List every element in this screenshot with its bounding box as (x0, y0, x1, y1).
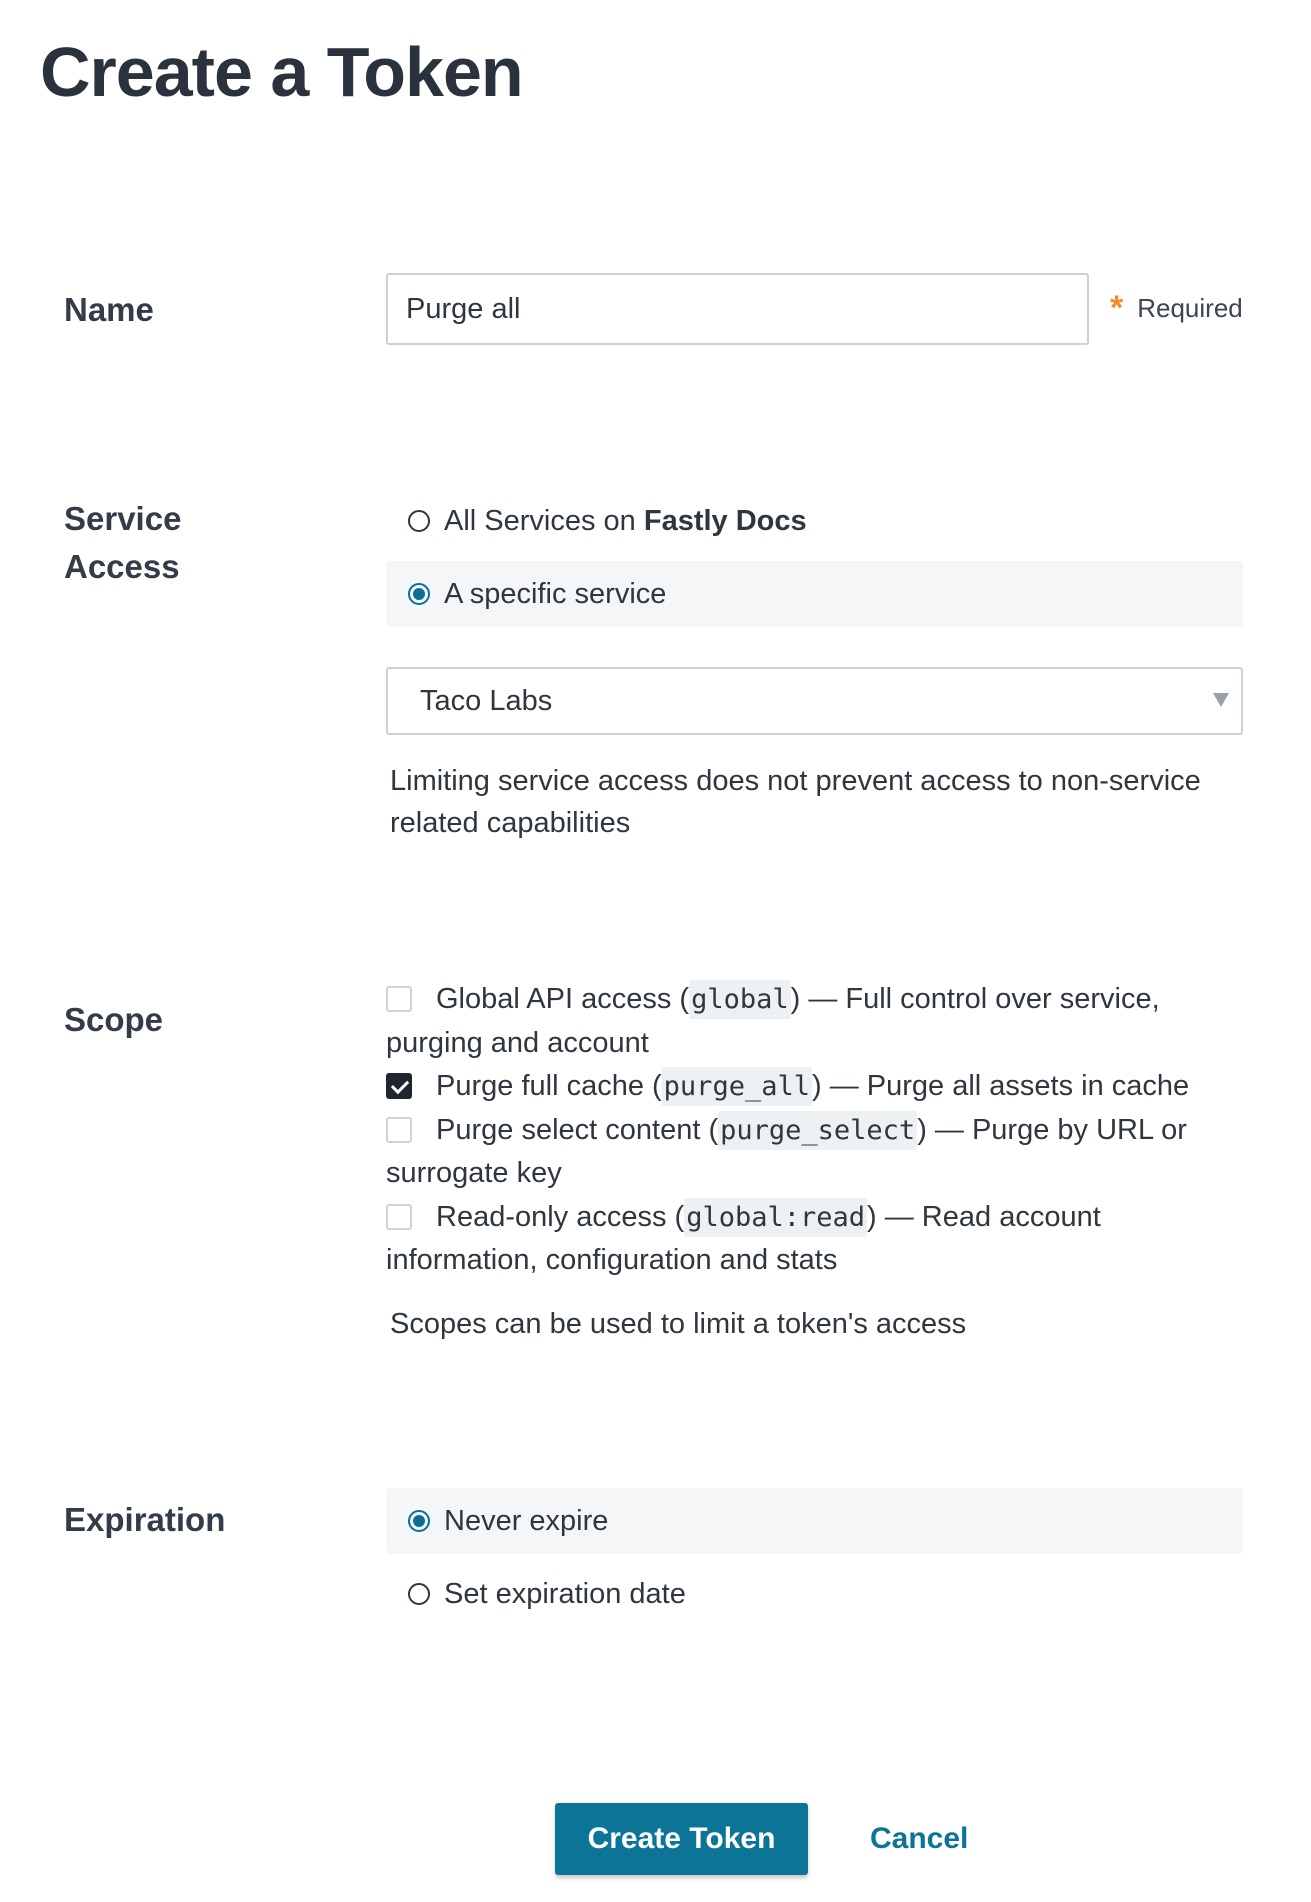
scope-item-read-only: Read-only access (global:read) — Read account information, configuration and stats (386, 1196, 1246, 1283)
chevron-down-icon (1213, 693, 1229, 707)
scope-code-purge-select: purge_select (718, 1111, 917, 1150)
radio-all-services-label: All Services on Fastly Docs (444, 504, 807, 537)
radio-button-checked-icon[interactable] (408, 1510, 430, 1532)
scope-item-global: Global API access (global) — Full control over service, purging and account (386, 978, 1246, 1065)
service-access-help: Limiting service access does not prevent access to non-service related capabilities (390, 765, 1201, 839)
service-access-label-line1: Service (64, 500, 182, 537)
required-star-icon: * (1110, 289, 1124, 327)
radio-specific-service-label: A specific service (444, 577, 667, 610)
checkbox-purge-select[interactable] (386, 1117, 412, 1143)
checkbox-global[interactable] (386, 986, 412, 1012)
required-indicator (1110, 288, 1243, 328)
scope-item-purge-select: Purge select content (purge_select) — Purge by URL or surrogate key (386, 1109, 1246, 1196)
scope-code-global: global (689, 980, 791, 1019)
page-title: Create a Token (40, 33, 523, 111)
scope-label: Scope (64, 1001, 164, 1038)
service-access-label-line2: Access (64, 548, 180, 585)
required-text: Required (1137, 292, 1243, 323)
expiration-label: Expiration (64, 1501, 226, 1538)
radio-button-icon[interactable] (408, 510, 430, 532)
cancel-link[interactable]: Cancel (870, 1822, 969, 1855)
service-select[interactable] (386, 667, 1243, 735)
radio-button-icon[interactable] (408, 1583, 430, 1605)
scope-code-purge-all: purge_all (662, 1067, 812, 1106)
radio-never-expire[interactable] (386, 1488, 1243, 1554)
radio-never-expire-label: Never expire (444, 1504, 609, 1537)
radio-set-expiration[interactable] (386, 1561, 1243, 1627)
scope-item-purge-all: Purge full cache (purge_all) — Purge all assets in cache (386, 1065, 1246, 1109)
scope-list (386, 978, 1246, 1283)
token-name-input[interactable] (386, 273, 1089, 345)
create-token-button[interactable]: Create Token (555, 1803, 808, 1875)
scope-help: Scopes can be used to limit a token's access (390, 1308, 967, 1340)
radio-all-services[interactable] (386, 488, 1243, 554)
service-select-value: Taco Labs (420, 684, 553, 717)
radio-button-checked-icon[interactable] (408, 583, 430, 605)
service-access-label (64, 495, 224, 591)
name-label: Name (64, 291, 154, 328)
radio-specific-service[interactable] (386, 561, 1243, 627)
radio-set-expiration-label: Set expiration date (444, 1577, 686, 1610)
scope-code-read-only: global:read (684, 1198, 867, 1237)
checkbox-purge-all[interactable] (386, 1073, 412, 1099)
checkbox-read-only[interactable] (386, 1204, 412, 1230)
account-name: Fastly Docs (643, 504, 807, 537)
